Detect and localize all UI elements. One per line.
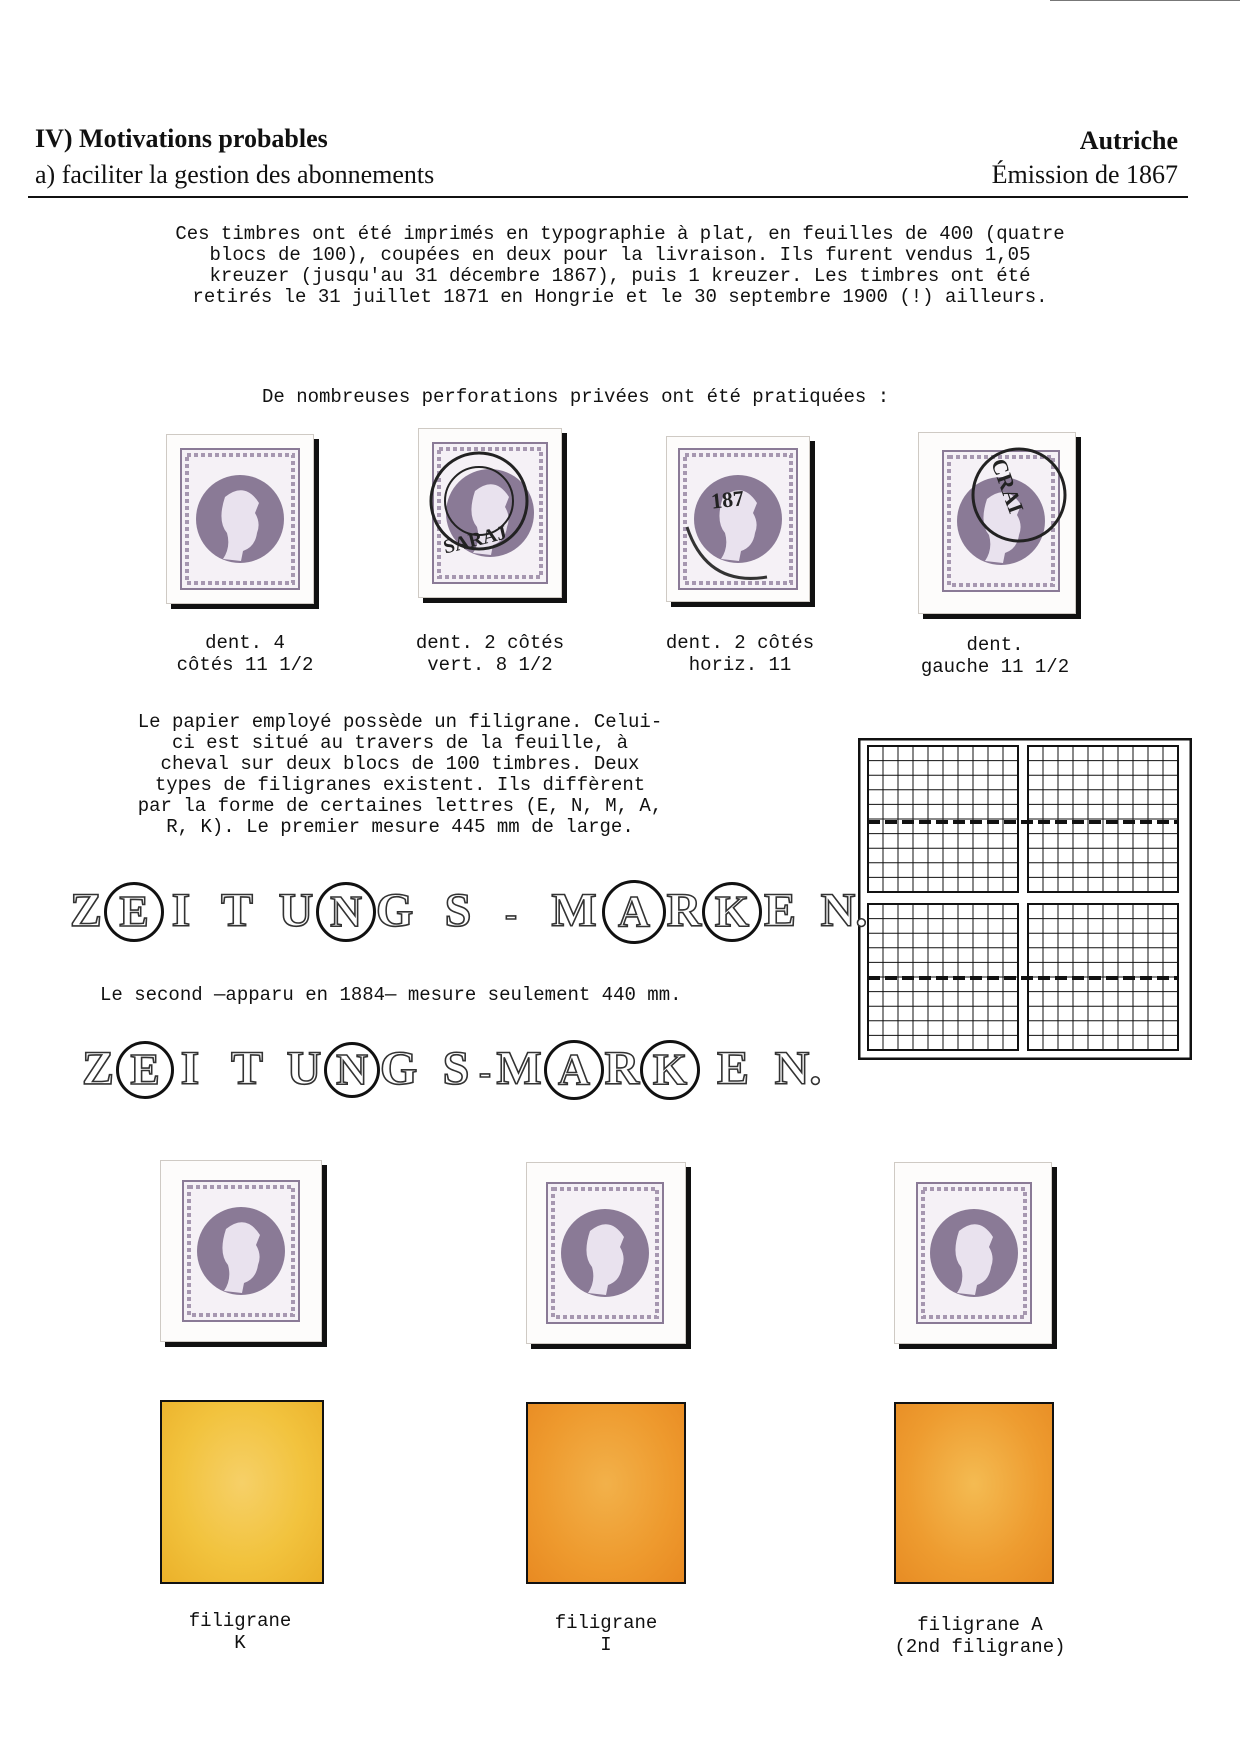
perforations-heading: De nombreuses perforations privées ont été pratiquées : [262,386,890,408]
stamp-design-icon [161,1161,321,1341]
stamp-watermark-i [526,1162,686,1344]
postmark-text: CRAI [986,455,1029,517]
section-title: IV) Motivations probables [35,124,328,153]
watermark-letter-circled: E [116,1041,174,1099]
watermark-description: Le papier employé possède un filigrane. Celui- ci est situé au travers de la feuille, à cheval sur deux blocs de 100 timbres. Deux types de filigranes existent. Ils diffèrent par la forme de certaines lettres (E, N, M, A, R, K). Le premier mesure 445 mm de large. [137,711,663,838]
header-rule [28,196,1188,198]
watermark-letter: G [376,884,414,937]
top-edge-line [1050,0,1240,1]
stamp-design-icon [419,429,561,597]
stamp-caption: dent. gauche 11 1/2 [920,634,1070,678]
stamp-perforated-vertical [418,428,562,598]
subsection-title: a) faciliter la gestion des abonnements [35,160,435,189]
stamp-design-icon [667,437,809,601]
watermark-letter: - [479,1052,491,1092]
watermark-letter: E [763,884,796,937]
watermark-letter: N. [820,884,868,937]
watermark-letter: Z [81,1042,114,1095]
watermark-letter: I [171,884,191,937]
postmark-text: 187 [709,485,746,514]
watermark-letter: U [278,884,314,937]
watermark-letter: M [496,1042,542,1095]
watermark-letter-circled: N [316,882,376,942]
stamp-design-icon [167,435,313,603]
watermark-letter: Z [69,884,102,937]
stamp-caption: dent. 2 côtés horiz. 11 [665,632,815,676]
watermark-letter-circled: K [702,882,762,942]
filigrane-label: filigrane I [554,1612,658,1656]
watermark-lettering-first [68,880,874,944]
stamp-watermark-k [160,1160,322,1342]
watermark-lettering-second [80,1040,826,1100]
watermark-letter: M [551,884,597,937]
watermark-letter: I [180,1042,200,1095]
watermark-letter-circled: A [544,1040,604,1100]
second-watermark-text: Le second —apparu en 1884— mesure seulement 440 mm. [100,984,682,1006]
watermark-letter-circled: E [104,882,164,942]
issue-title: Émission de 1867 [991,160,1178,189]
filigrane-label: filigrane A (2nd filigrane) [894,1614,1066,1658]
country-title: Autriche [1079,126,1178,155]
watermark-letter: R [604,1042,640,1095]
watermark-letter: U [286,1042,322,1095]
stamp-perforated-left [918,432,1076,614]
stamp-caption: dent. 4 côtés 11 1/2 [176,632,314,676]
watermark-letter: S [442,1042,470,1095]
stamp-caption: dent. 2 côtés vert. 8 1/2 [415,632,565,676]
watermark-letter-circled: A [602,880,666,944]
watermark-letter: N. [774,1042,822,1095]
intro-paragraph: Ces timbres ont été imprimés en typographie à plat, en feuilles de 400 (quatre blocs de 100), coupées en deux pour la livraison. Ils furent vendus 1,05 kreuzer (jusqu'au 31 décembre 1867), puis 1 kreuzer. Les timbres ont été retirés le 31 juillet 1871 en Hongrie et le 30 septembre 1900 (!) ailleurs. [175,223,1065,308]
watermark-letter: S [444,884,472,937]
stamp-design-icon [895,1163,1051,1343]
watermark-letter-circled: K [640,1040,700,1100]
sheet-grid-diagram [858,738,1192,1060]
watermark-image-i [526,1402,686,1584]
watermark-letter: G [380,1042,418,1095]
watermark-letter: T [220,884,253,937]
filigrane-label: filigrane K [188,1610,292,1654]
watermark-letter: T [230,1042,263,1095]
stamp-watermark-a [894,1162,1052,1344]
watermark-letter: E [716,1042,749,1095]
stamp-design-icon [527,1163,685,1343]
stamp-perforated-horizontal [666,436,810,602]
postmark-text: SARAJ [441,521,510,559]
watermark-image-k [160,1400,324,1584]
watermark-letter-circled: N [324,1042,380,1098]
stamp-perforated-four-sides [166,434,314,604]
watermark-image-a [894,1402,1054,1584]
watermark-letter: - [505,894,517,934]
watermark-letter: R [666,884,702,937]
